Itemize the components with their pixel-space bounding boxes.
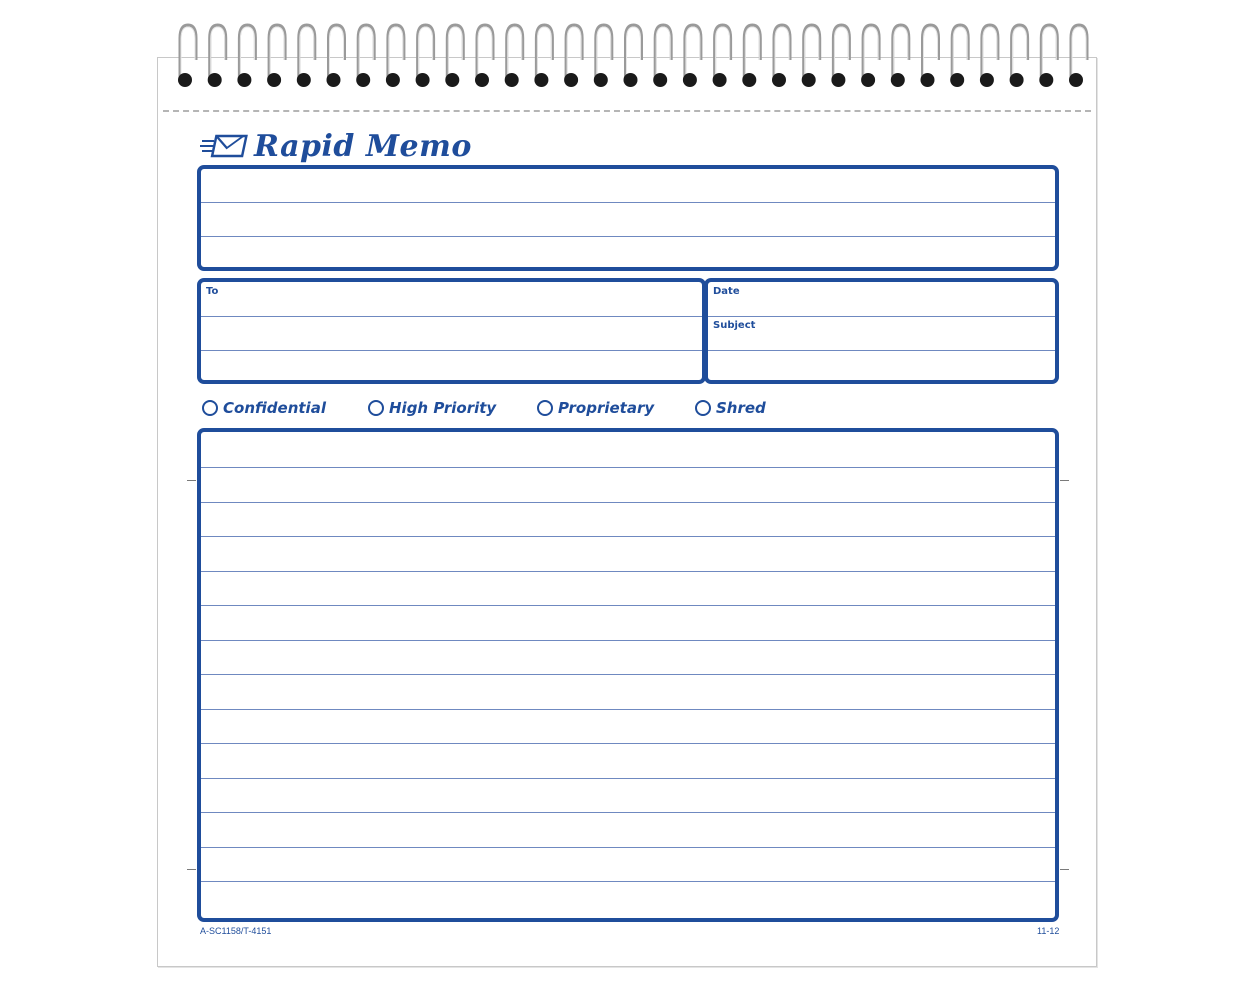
option-label: Shred: [716, 399, 766, 417]
writing-line: [201, 605, 1055, 606]
margin-tick: [187, 869, 196, 870]
spiral-coil: [891, 25, 909, 87]
spiral-coil: [1069, 25, 1087, 87]
spiral-coil: [653, 25, 671, 87]
spiral-coil: [772, 25, 790, 87]
to-label: To: [206, 286, 219, 297]
writing-line: [708, 316, 1055, 317]
spiral-coil: [980, 25, 998, 87]
radio-circle-icon[interactable]: [537, 400, 553, 416]
spiral-coil: [713, 25, 731, 87]
writing-line: [201, 778, 1055, 779]
spiral-coil: [386, 25, 404, 87]
margin-tick: [1060, 869, 1069, 870]
radio-circle-icon[interactable]: [695, 400, 711, 416]
writing-line: [201, 536, 1055, 537]
spiral-coil: [208, 25, 226, 87]
date-subject-box[interactable]: [704, 278, 1059, 384]
spiral-coil: [505, 25, 523, 87]
spiral-coil: [950, 25, 968, 87]
option-label: Proprietary: [558, 399, 655, 417]
writing-line: [201, 316, 702, 317]
spiral-coil: [237, 25, 255, 87]
spiral-coil: [802, 25, 820, 87]
spiral-coil: [534, 25, 552, 87]
writing-line: [201, 467, 1055, 468]
spiral-coil: [683, 25, 701, 87]
to-field-box[interactable]: [197, 278, 706, 384]
spiral-coil: [267, 25, 285, 87]
memo-brand: [200, 126, 472, 166]
margin-tick: [1060, 480, 1069, 481]
spiral-coil: [297, 25, 315, 87]
writing-line: [201, 709, 1055, 710]
form-code: A-SC1158/T-4151: [200, 926, 272, 936]
memo-title: Rapid Memo: [254, 128, 472, 164]
spiral-coil: [178, 25, 196, 87]
writing-line: [201, 202, 1055, 203]
envelope-icon: [200, 133, 250, 159]
radio-circle-icon[interactable]: [202, 400, 218, 416]
spiral-coil: [624, 25, 642, 87]
writing-line: [201, 350, 702, 351]
revision-code: 11-12: [1037, 926, 1060, 936]
radio-circle-icon[interactable]: [368, 400, 384, 416]
writing-line: [708, 350, 1055, 351]
writing-line: [201, 640, 1055, 641]
writing-line: [201, 743, 1055, 744]
spiral-coil: [1010, 25, 1028, 87]
message-body-box[interactable]: [197, 428, 1059, 922]
spiral-coil: [831, 25, 849, 87]
date-label: Date: [713, 286, 740, 297]
option-proprietary[interactable]: [537, 396, 654, 420]
spiral-coil: [564, 25, 582, 87]
spiral-coil: [356, 25, 374, 87]
priority-options: [200, 396, 1060, 420]
memo-header-box[interactable]: [197, 165, 1059, 271]
option-high-priority[interactable]: [368, 396, 496, 420]
option-shred[interactable]: [695, 396, 766, 420]
option-confidential[interactable]: [202, 396, 326, 420]
option-label: High Priority: [389, 399, 497, 417]
writing-line: [201, 571, 1055, 572]
writing-line: [201, 847, 1055, 848]
spiral-coil: [475, 25, 493, 87]
spiral-coil: [445, 25, 463, 87]
spiral-coil: [594, 25, 612, 87]
spiral-coil: [742, 25, 760, 87]
margin-tick: [187, 480, 196, 481]
spiral-coil: [327, 25, 345, 87]
writing-line: [201, 674, 1055, 675]
writing-line: [201, 236, 1055, 237]
writing-line: [201, 502, 1055, 503]
subject-label: Subject: [713, 320, 756, 331]
spiral-coil: [416, 25, 434, 87]
spiral-coil: [861, 25, 879, 87]
option-label: Confidential: [223, 399, 326, 417]
spiral-binding: [0, 0, 1250, 100]
spiral-coil: [1039, 25, 1057, 87]
perforation-line: [163, 110, 1091, 112]
spiral-coil: [921, 25, 939, 87]
writing-line: [201, 881, 1055, 882]
writing-line: [201, 812, 1055, 813]
